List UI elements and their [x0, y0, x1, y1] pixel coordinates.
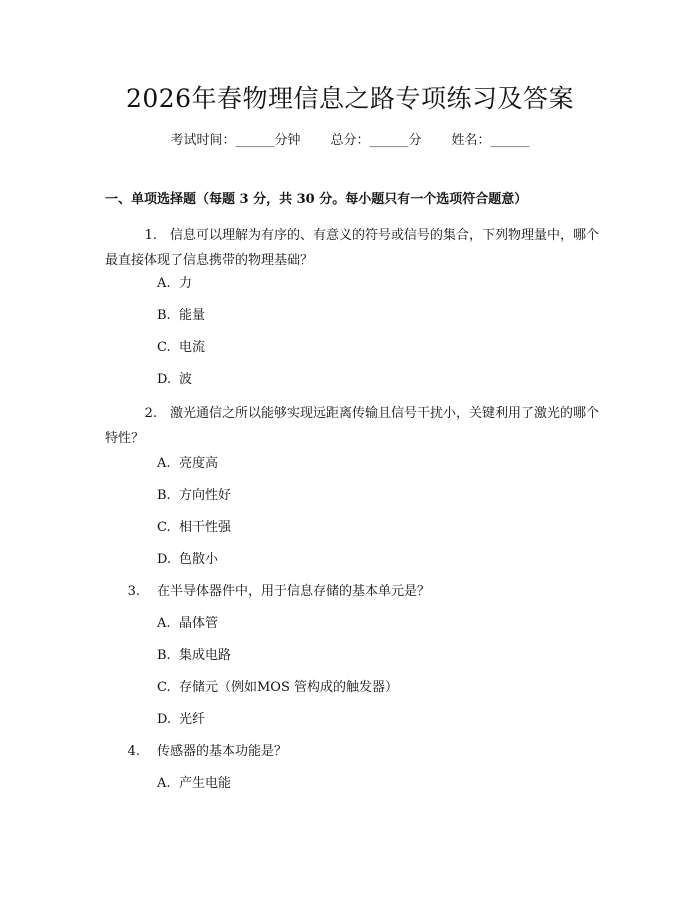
option-text: 力: [179, 276, 193, 291]
option-text: 能量: [179, 308, 206, 323]
question-text: 传感器的基本功能是？: [157, 744, 288, 759]
option-text: 存储元（例如MOS 管构成的触发器）: [179, 680, 399, 695]
question-number: 2.: [144, 406, 157, 421]
question-3-option-c: [157, 678, 398, 698]
question-number: 3.: [127, 584, 140, 599]
option-text: 亮度高: [179, 456, 219, 471]
section-heading: 一、单项选择题（每题 3 分，共 30 分。每小题只有一个选项符合题意）: [105, 192, 528, 207]
option-text: 集成电路: [179, 648, 232, 663]
question-text: 信息可以理解为有序的、有意义的符号或信号的集合，下列物理量中，哪个最直接体现了信息携带的物理基础？: [105, 228, 600, 268]
option-letter: B.: [157, 488, 171, 503]
exam-time-field: 考试时间：______分钟: [170, 133, 301, 148]
option-letter: C.: [157, 340, 171, 355]
question-3-option-d: [157, 710, 205, 730]
name-field: 姓名：______: [451, 133, 530, 148]
option-letter: B.: [157, 648, 171, 663]
option-text: 电流: [179, 340, 206, 355]
question-1-option-a: [157, 274, 192, 294]
question-2-option-b: [157, 486, 231, 506]
option-text: 相干性强: [179, 520, 232, 535]
question-2: [105, 401, 603, 451]
question-1-option-c: [157, 338, 205, 358]
document-title: 2026年春物理信息之路专项练习及答案: [125, 84, 575, 113]
option-text: 方向性好: [179, 488, 232, 503]
option-text: 波: [179, 372, 193, 387]
option-text: 光纤: [179, 712, 206, 727]
option-text: 产生电能: [179, 776, 232, 791]
option-letter: D.: [157, 552, 172, 567]
question-3: [105, 579, 603, 604]
option-text: 色散小: [179, 552, 219, 567]
option-letter: A.: [157, 276, 171, 291]
question-text: 在半导体器件中，用于信息存储的基本单元是？: [157, 584, 431, 599]
question-2-option-c: [157, 518, 231, 538]
option-letter: B.: [157, 308, 171, 323]
question-4: [105, 739, 603, 764]
question-number: 1.: [144, 228, 157, 243]
question-text: 激光通信之所以能够实现远距离传输且信号干扰小，关键利用了激光的哪个特性？: [105, 406, 600, 446]
question-3-option-a: [157, 614, 218, 634]
question-4-option-a: [157, 774, 231, 794]
question-number: 4.: [127, 744, 140, 759]
question-2-option-a: [157, 454, 218, 474]
question-3-option-b: [157, 646, 231, 666]
option-letter: C.: [157, 680, 171, 695]
option-letter: D.: [157, 372, 172, 387]
total-score-field: 总分：______分: [330, 133, 422, 148]
option-letter: A.: [157, 616, 171, 631]
question-2-option-d: [157, 550, 218, 570]
exam-meta-line: [0, 131, 700, 151]
option-text: 晶体管: [179, 616, 219, 631]
question-1-option-b: [157, 306, 205, 326]
question-1: [105, 223, 603, 273]
option-letter: A.: [157, 456, 171, 471]
option-letter: C.: [157, 520, 171, 535]
option-letter: A.: [157, 776, 171, 791]
question-1-option-d: [157, 370, 192, 390]
option-letter: D.: [157, 712, 172, 727]
